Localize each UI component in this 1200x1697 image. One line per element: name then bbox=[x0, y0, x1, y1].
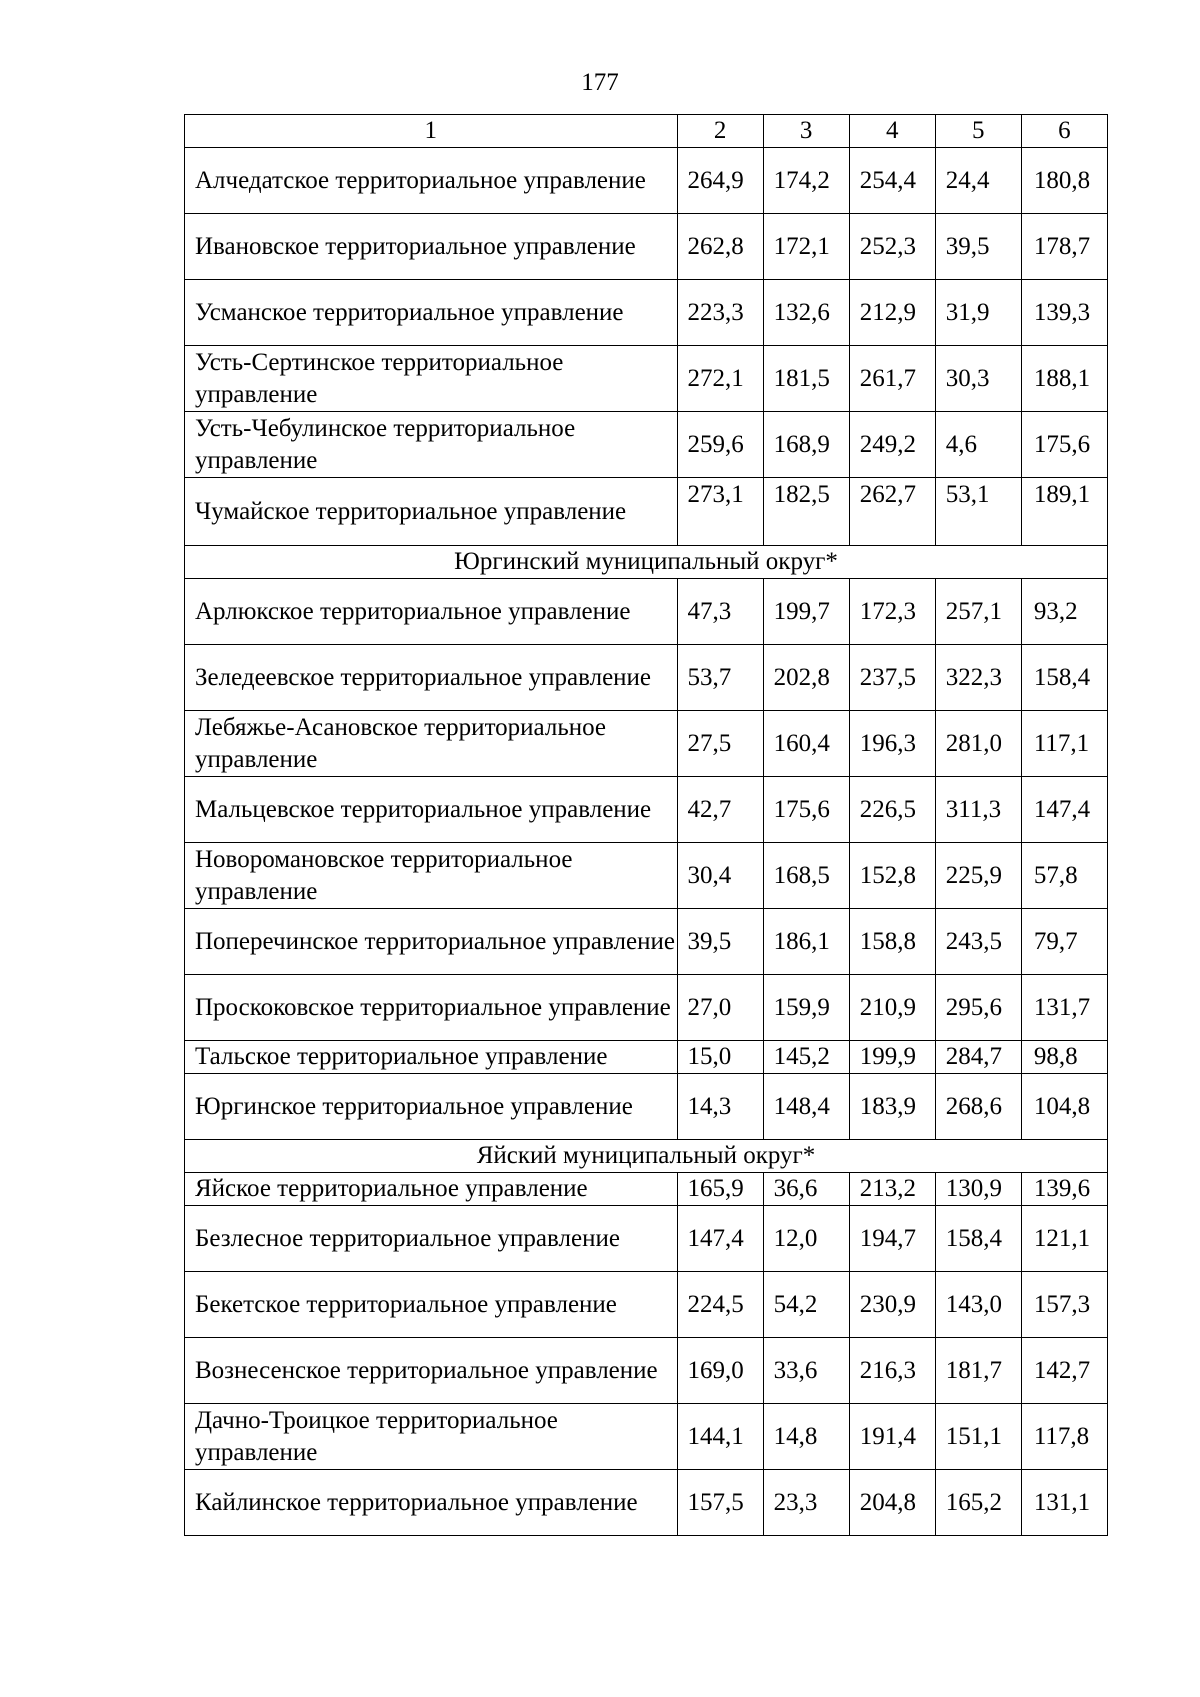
value-cell-col-3: 168,9 bbox=[763, 412, 849, 478]
territory-name: Безлесное территориальное управление bbox=[185, 1206, 678, 1272]
value-cell-col-2: 147,4 bbox=[677, 1206, 763, 1272]
table-row bbox=[185, 1272, 1108, 1338]
table-row bbox=[185, 1470, 1108, 1536]
value-cell-col-6: 139,3 bbox=[1021, 280, 1107, 346]
value-cell-col-4: 262,7 bbox=[849, 478, 935, 546]
value-cell-col-2: 272,1 bbox=[677, 346, 763, 412]
territory-name: Усманское территориальное управление bbox=[185, 280, 678, 346]
value-cell-col-5: 284,7 bbox=[935, 1041, 1021, 1074]
value-cell-col-6: 131,7 bbox=[1021, 975, 1107, 1041]
value-cell-col-6: 57,8 bbox=[1021, 843, 1107, 909]
value-cell-col-5: 181,7 bbox=[935, 1338, 1021, 1404]
table-row bbox=[185, 1173, 1108, 1206]
value-cell-col-5: 53,1 bbox=[935, 478, 1021, 546]
value-cell-col-2: 144,1 bbox=[677, 1404, 763, 1470]
value-cell-col-3: 36,6 bbox=[763, 1173, 849, 1206]
column-header: 5 bbox=[935, 115, 1021, 148]
territory-name: Проскоковское территориальное управление bbox=[185, 975, 678, 1041]
column-header: 1 bbox=[185, 115, 678, 148]
section-title: Яйский муниципальный округ* bbox=[185, 1140, 1108, 1173]
section-title: Юргинский муниципальный округ* bbox=[185, 546, 1108, 579]
value-cell-col-4: 213,2 bbox=[849, 1173, 935, 1206]
territory-name: Юргинское территориальное управление bbox=[185, 1074, 678, 1140]
value-cell-col-2: 262,8 bbox=[677, 214, 763, 280]
territory-name: Яйское территориальное управление bbox=[185, 1173, 678, 1206]
territory-name: Арлюкское территориальное управление bbox=[185, 579, 678, 645]
territory-name: Кайлинское территориальное управление bbox=[185, 1470, 678, 1536]
value-cell-col-6: 142,7 bbox=[1021, 1338, 1107, 1404]
value-cell-col-5: 268,6 bbox=[935, 1074, 1021, 1140]
value-cell-col-3: 174,2 bbox=[763, 148, 849, 214]
value-cell-col-2: 14,3 bbox=[677, 1074, 763, 1140]
column-header: 2 bbox=[677, 115, 763, 148]
value-cell-col-6: 175,6 bbox=[1021, 412, 1107, 478]
value-cell-col-6: 117,8 bbox=[1021, 1404, 1107, 1470]
value-cell-col-6: 188,1 bbox=[1021, 346, 1107, 412]
table-row bbox=[185, 579, 1108, 645]
table-row bbox=[185, 975, 1108, 1041]
value-cell-col-2: 224,5 bbox=[677, 1272, 763, 1338]
territory-name: Чумайское территориальное управление bbox=[185, 478, 678, 546]
value-cell-col-6: 178,7 bbox=[1021, 214, 1107, 280]
territory-name: Зеледеевское территориальное управление bbox=[185, 645, 678, 711]
value-cell-col-2: 259,6 bbox=[677, 412, 763, 478]
value-cell-col-6: 147,4 bbox=[1021, 777, 1107, 843]
value-cell-col-5: 322,3 bbox=[935, 645, 1021, 711]
territory-name: Вознесенское территориальное управление bbox=[185, 1338, 678, 1404]
value-cell-col-4: 191,4 bbox=[849, 1404, 935, 1470]
value-cell-col-5: 151,1 bbox=[935, 1404, 1021, 1470]
table-row bbox=[185, 148, 1108, 214]
value-cell-col-4: 158,8 bbox=[849, 909, 935, 975]
value-cell-col-3: 33,6 bbox=[763, 1338, 849, 1404]
value-cell-col-5: 30,3 bbox=[935, 346, 1021, 412]
value-cell-col-5: 165,2 bbox=[935, 1470, 1021, 1536]
territory-name: Бекетское территориальное управление bbox=[185, 1272, 678, 1338]
territory-name: Поперечинское территориальное управление bbox=[185, 909, 678, 975]
territory-name: Лебяжье-Асановское территориальное управление bbox=[185, 711, 678, 777]
value-cell-col-5: 24,4 bbox=[935, 148, 1021, 214]
value-cell-col-2: 264,9 bbox=[677, 148, 763, 214]
table-row bbox=[185, 346, 1108, 412]
value-cell-col-6: 189,1 bbox=[1021, 478, 1107, 546]
value-cell-col-2: 169,0 bbox=[677, 1338, 763, 1404]
value-cell-col-3: 145,2 bbox=[763, 1041, 849, 1074]
value-cell-col-3: 159,9 bbox=[763, 975, 849, 1041]
value-cell-col-4: 237,5 bbox=[849, 645, 935, 711]
territory-name: Тальское территориальное управление bbox=[185, 1041, 678, 1074]
value-cell-col-4: 194,7 bbox=[849, 1206, 935, 1272]
column-header: 6 bbox=[1021, 115, 1107, 148]
table-row bbox=[185, 280, 1108, 346]
territory-name: Усть-Сертинское территориальное управление bbox=[185, 346, 678, 412]
data-table bbox=[184, 114, 1108, 1536]
value-cell-col-3: 182,5 bbox=[763, 478, 849, 546]
value-cell-col-4: 254,4 bbox=[849, 148, 935, 214]
value-cell-col-4: 199,9 bbox=[849, 1041, 935, 1074]
value-cell-col-3: 186,1 bbox=[763, 909, 849, 975]
value-cell-col-3: 14,8 bbox=[763, 1404, 849, 1470]
section-header-row bbox=[185, 1140, 1108, 1173]
value-cell-col-5: 257,1 bbox=[935, 579, 1021, 645]
value-cell-col-5: 4,6 bbox=[935, 412, 1021, 478]
table-row bbox=[185, 478, 1108, 546]
value-cell-col-6: 104,8 bbox=[1021, 1074, 1107, 1140]
value-cell-col-3: 148,4 bbox=[763, 1074, 849, 1140]
value-cell-col-5: 31,9 bbox=[935, 280, 1021, 346]
value-cell-col-3: 132,6 bbox=[763, 280, 849, 346]
value-cell-col-2: 42,7 bbox=[677, 777, 763, 843]
value-cell-col-2: 15,0 bbox=[677, 1041, 763, 1074]
table-row bbox=[185, 909, 1108, 975]
table-body bbox=[185, 115, 1108, 1536]
value-cell-col-6: 79,7 bbox=[1021, 909, 1107, 975]
value-cell-col-6: 117,1 bbox=[1021, 711, 1107, 777]
value-cell-col-4: 226,5 bbox=[849, 777, 935, 843]
territory-name: Усть-Чебулинское территориальное управление bbox=[185, 412, 678, 478]
value-cell-col-2: 39,5 bbox=[677, 909, 763, 975]
value-cell-col-4: 230,9 bbox=[849, 1272, 935, 1338]
value-cell-col-5: 39,5 bbox=[935, 214, 1021, 280]
value-cell-col-6: 157,3 bbox=[1021, 1272, 1107, 1338]
table-row bbox=[185, 645, 1108, 711]
value-cell-col-5: 281,0 bbox=[935, 711, 1021, 777]
value-cell-col-6: 139,6 bbox=[1021, 1173, 1107, 1206]
table-row bbox=[185, 214, 1108, 280]
value-cell-col-6: 180,8 bbox=[1021, 148, 1107, 214]
value-cell-col-3: 181,5 bbox=[763, 346, 849, 412]
value-cell-col-4: 204,8 bbox=[849, 1470, 935, 1536]
value-cell-col-5: 295,6 bbox=[935, 975, 1021, 1041]
territory-name: Ивановское территориальное управление bbox=[185, 214, 678, 280]
value-cell-col-3: 54,2 bbox=[763, 1272, 849, 1338]
table-row bbox=[185, 777, 1108, 843]
value-cell-col-2: 223,3 bbox=[677, 280, 763, 346]
value-cell-col-2: 30,4 bbox=[677, 843, 763, 909]
value-cell-col-2: 47,3 bbox=[677, 579, 763, 645]
value-cell-col-2: 27,5 bbox=[677, 711, 763, 777]
page-number: 177 bbox=[581, 69, 619, 96]
value-cell-col-2: 273,1 bbox=[677, 478, 763, 546]
value-cell-col-4: 261,7 bbox=[849, 346, 935, 412]
value-cell-col-3: 23,3 bbox=[763, 1470, 849, 1536]
value-cell-col-5: 158,4 bbox=[935, 1206, 1021, 1272]
value-cell-col-3: 202,8 bbox=[763, 645, 849, 711]
value-cell-col-4: 172,3 bbox=[849, 579, 935, 645]
value-cell-col-4: 252,3 bbox=[849, 214, 935, 280]
value-cell-col-3: 168,5 bbox=[763, 843, 849, 909]
value-cell-col-4: 216,3 bbox=[849, 1338, 935, 1404]
value-cell-col-3: 175,6 bbox=[763, 777, 849, 843]
value-cell-col-4: 212,9 bbox=[849, 280, 935, 346]
column-header: 3 bbox=[763, 115, 849, 148]
value-cell-col-6: 93,2 bbox=[1021, 579, 1107, 645]
table-row bbox=[185, 1206, 1108, 1272]
table-row bbox=[185, 1074, 1108, 1140]
table-row bbox=[185, 1404, 1108, 1470]
value-cell-col-6: 98,8 bbox=[1021, 1041, 1107, 1074]
value-cell-col-5: 243,5 bbox=[935, 909, 1021, 975]
table-row bbox=[185, 1041, 1108, 1074]
table-row bbox=[185, 843, 1108, 909]
value-cell-col-4: 183,9 bbox=[849, 1074, 935, 1140]
column-header: 4 bbox=[849, 115, 935, 148]
table-header-row bbox=[185, 115, 1108, 148]
value-cell-col-5: 143,0 bbox=[935, 1272, 1021, 1338]
value-cell-col-3: 160,4 bbox=[763, 711, 849, 777]
table-row bbox=[185, 412, 1108, 478]
table-row bbox=[185, 1338, 1108, 1404]
table-row bbox=[185, 711, 1108, 777]
value-cell-col-2: 27,0 bbox=[677, 975, 763, 1041]
value-cell-col-4: 196,3 bbox=[849, 711, 935, 777]
value-cell-col-5: 311,3 bbox=[935, 777, 1021, 843]
value-cell-col-3: 172,1 bbox=[763, 214, 849, 280]
section-header-row bbox=[185, 546, 1108, 579]
value-cell-col-3: 199,7 bbox=[763, 579, 849, 645]
value-cell-col-4: 249,2 bbox=[849, 412, 935, 478]
value-cell-col-6: 121,1 bbox=[1021, 1206, 1107, 1272]
value-cell-col-2: 157,5 bbox=[677, 1470, 763, 1536]
territory-name: Мальцевское территориальное управление bbox=[185, 777, 678, 843]
territory-name: Алчедатское территориальное управление bbox=[185, 148, 678, 214]
territory-name: Дачно-Троицкое территориальное управление bbox=[185, 1404, 678, 1470]
value-cell-col-3: 12,0 bbox=[763, 1206, 849, 1272]
value-cell-col-2: 165,9 bbox=[677, 1173, 763, 1206]
value-cell-col-4: 210,9 bbox=[849, 975, 935, 1041]
value-cell-col-2: 53,7 bbox=[677, 645, 763, 711]
value-cell-col-6: 158,4 bbox=[1021, 645, 1107, 711]
value-cell-col-6: 131,1 bbox=[1021, 1470, 1107, 1536]
value-cell-col-5: 130,9 bbox=[935, 1173, 1021, 1206]
value-cell-col-5: 225,9 bbox=[935, 843, 1021, 909]
value-cell-col-4: 152,8 bbox=[849, 843, 935, 909]
territory-name: Новоромановское территориальное управление bbox=[185, 843, 678, 909]
